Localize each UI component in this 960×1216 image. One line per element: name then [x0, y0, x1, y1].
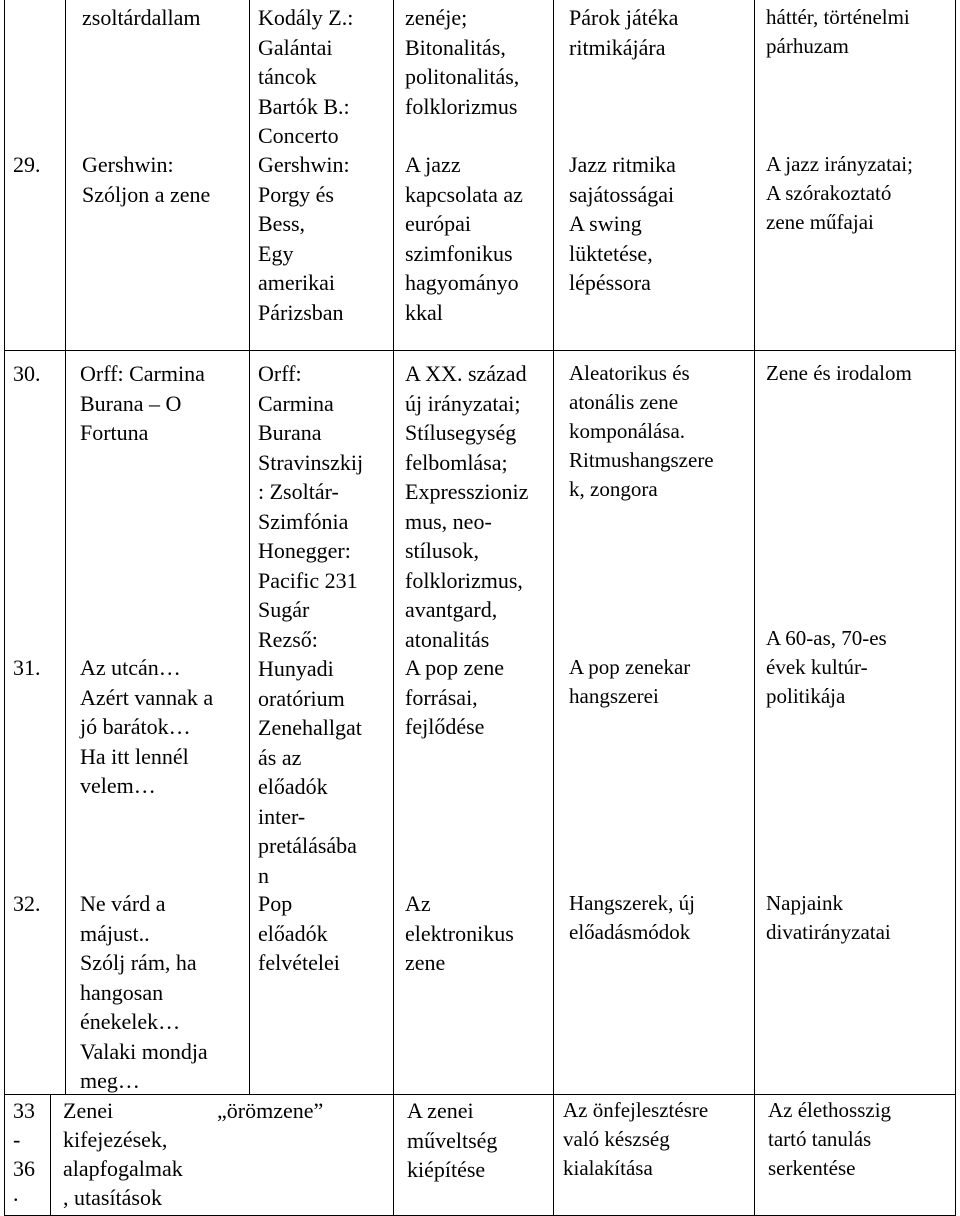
cell-line: alapfogalmak — [63, 1156, 183, 1181]
cell-line: műveltség — [407, 1127, 498, 1153]
cell-line: Az — [405, 891, 431, 916]
works-cell — [217, 1096, 323, 1126]
cell-line: Concerto — [258, 123, 339, 148]
cell-line: Bess, — [258, 211, 306, 236]
cell-line: kialakítása — [563, 1156, 653, 1180]
column-divider — [65, 0, 66, 1094]
context-cell — [766, 624, 887, 711]
cell-line: előadók — [258, 774, 328, 799]
cell-line: atonális zene — [569, 390, 679, 414]
skills-cell — [569, 359, 714, 504]
table-border-left — [4, 0, 5, 1216]
cell-line: hangosan — [80, 979, 164, 1005]
cell-line: kkal — [405, 299, 443, 325]
works-cell — [258, 3, 353, 151]
cell-line: Burana – O — [80, 390, 182, 416]
skills-cell — [569, 3, 678, 62]
cell-line: Jazz ritmika — [569, 152, 676, 177]
works-cell — [258, 359, 363, 890]
lesson-title-cell — [82, 3, 201, 33]
cell-line: jó barátok… — [80, 714, 191, 739]
cell-line: folklorizmus, — [405, 567, 523, 593]
skills-cell — [569, 889, 695, 947]
cell-line: Az utcán… — [80, 655, 181, 680]
cell-line: Szóljon a zene — [82, 181, 211, 207]
cell-line: A swing — [569, 211, 642, 236]
cell-line: Zenei — [63, 1098, 114, 1123]
cell-line: A pop zene — [405, 655, 504, 680]
row-divider — [4, 350, 956, 351]
cell-line: A XX. század — [405, 361, 527, 386]
cell-line: való készség — [563, 1127, 670, 1151]
cell-line: zene — [405, 950, 446, 975]
cell-line: atonalitás — [405, 626, 490, 652]
cell-line: Kodály Z.: — [258, 5, 354, 30]
cell-line: új irányzatai; — [405, 390, 521, 416]
cell-line: Egy — [258, 240, 294, 266]
cell-line: énekelek… — [80, 1009, 181, 1034]
theory-cell — [405, 359, 528, 654]
cell-line: lépéssora — [569, 270, 651, 295]
cell-line: Stravinszkij — [258, 449, 364, 475]
cell-line: Párok játéka — [569, 5, 679, 30]
cell-line: k, zongora — [569, 477, 658, 501]
cell-line: Pop — [258, 891, 293, 916]
cell-line: oratórium — [258, 685, 345, 711]
cell-line: kapcsolata az — [405, 181, 523, 207]
context-cell — [766, 150, 913, 237]
cell-line: Burana — [258, 420, 322, 445]
cell-line: mus, neo- — [405, 508, 492, 534]
cell-line: meg… — [80, 1068, 140, 1093]
cell-line: n — [258, 862, 269, 888]
cell-line: Carmina — [258, 390, 334, 416]
cell-line: tartó tanulás — [768, 1127, 872, 1151]
cell-line: A szórakoztató — [766, 181, 892, 205]
cell-line: hangszerei — [569, 684, 659, 708]
cell-line: Szólj rám, ha — [80, 950, 197, 975]
lesson-title-cell — [82, 150, 210, 209]
column-divider — [553, 0, 554, 1216]
cell-line: ritmikájára — [569, 34, 666, 60]
cell-line: A jazz irányzatai; — [766, 152, 913, 176]
cell-line: komponálása. — [569, 419, 686, 443]
works-cell — [258, 889, 340, 978]
cell-line: zene műfajai — [766, 210, 874, 234]
cell-line: táncok — [258, 64, 317, 89]
lesson-title-cell — [63, 1096, 183, 1212]
cell-line: zsoltárdallam — [82, 5, 201, 30]
cell-line: Porgy és — [258, 181, 334, 207]
cell-line: európai — [405, 211, 471, 236]
cell-line: Gershwin: — [258, 152, 350, 177]
cell-line: Aleatorikus és — [569, 361, 690, 385]
theory-cell — [407, 1096, 497, 1185]
cell-line: előadásmódok — [569, 920, 691, 944]
column-divider — [393, 0, 394, 1216]
cell-line: Zene és irodalom — [766, 361, 912, 385]
cell-line: Hunyadi — [258, 656, 334, 681]
context-cell — [766, 3, 910, 61]
cell-line: pretálásába — [258, 833, 357, 858]
row-number: 29. — [13, 152, 41, 177]
cell-line: Ritmushangszere — [569, 448, 714, 472]
cell-line: Zenehallgat — [258, 715, 362, 740]
cell-line: A zenei — [407, 1098, 474, 1123]
cell-line: 36 — [13, 1156, 35, 1181]
cell-line: Napjaink — [766, 891, 843, 915]
cell-line: előadók — [258, 920, 328, 946]
cell-line: forrásai, — [405, 684, 478, 710]
theory-cell — [405, 653, 504, 742]
cell-line: A jazz — [405, 152, 461, 177]
cell-line: háttér, történelmi — [766, 5, 910, 29]
cell-line: Orff: — [258, 361, 302, 386]
cell-line: folklorizmus — [405, 93, 518, 119]
cell-line: Valaki mondja — [80, 1038, 208, 1064]
cell-line: stílusok, — [405, 538, 479, 563]
cell-line: Orff: Carmina — [80, 361, 205, 386]
theory-cell — [405, 150, 523, 327]
cell-line: Honegger: — [258, 538, 351, 563]
cell-line: inter- — [258, 803, 306, 829]
cell-line: Bartók B.: — [258, 93, 350, 119]
skills-cell — [563, 1096, 708, 1183]
cell-line: lüktetése, — [569, 240, 653, 266]
cell-line: Sugár — [258, 597, 310, 622]
cell-line: Azért vannak a — [80, 684, 214, 710]
cell-line: szimfonikus — [405, 240, 513, 266]
cell-line: Galántai — [258, 34, 333, 60]
cell-line: - — [13, 1127, 21, 1152]
cell-line: májust.. — [80, 920, 150, 946]
cell-line: Rezső: — [258, 626, 318, 652]
column-divider — [50, 1094, 51, 1216]
cell-line: hagyományo — [405, 270, 519, 295]
theory-cell — [405, 889, 514, 978]
cell-line: 33 — [13, 1098, 35, 1123]
column-divider — [754, 0, 755, 1216]
context-cell — [766, 359, 912, 388]
lesson-title-cell — [80, 653, 213, 801]
context-cell — [768, 1096, 891, 1183]
column-divider — [249, 0, 250, 1094]
table-border-right — [955, 0, 956, 1216]
skills-cell — [569, 150, 676, 298]
cell-line: divatirányzatai — [766, 920, 891, 944]
skills-cell — [569, 653, 690, 711]
context-cell — [766, 889, 891, 947]
row-number: 30. — [13, 361, 41, 386]
cell-line: politikája — [766, 684, 846, 708]
cell-line: Szimfónia — [258, 508, 349, 534]
cell-line: Gershwin: — [82, 152, 174, 177]
cell-line: kifejezések, — [63, 1127, 168, 1152]
cell-line: Bitonalitás, — [405, 34, 506, 60]
cell-line: Ne várd a — [80, 891, 166, 916]
theory-cell — [405, 3, 519, 121]
cell-line: „örömzene” — [217, 1098, 324, 1123]
cell-line: Expresszioniz — [405, 479, 529, 504]
cell-line: A 60-as, 70-es — [766, 626, 887, 650]
cell-line: : Zsoltár- — [258, 479, 339, 504]
cell-line: Pacific 231 — [258, 567, 358, 593]
cell-line: A pop zenekar — [569, 655, 691, 679]
cell-line: kiépítése — [407, 1157, 486, 1182]
cell-line: avantgard, — [405, 597, 498, 622]
cell-line: serkentése — [768, 1156, 856, 1180]
cell-line: felbomlása; — [405, 449, 508, 475]
cell-line: ás az — [258, 744, 302, 770]
cell-line: , utasítások — [63, 1185, 162, 1210]
cell-line: Ha itt lennél — [80, 743, 189, 769]
cell-line: . — [13, 1181, 19, 1206]
row-number: 32. — [13, 891, 41, 916]
row-number: 31. — [13, 655, 41, 680]
cell-line: zenéje; — [405, 5, 468, 30]
cell-line: amerikai — [258, 270, 335, 295]
cell-line: politonalitás, — [405, 64, 520, 89]
row-number — [13, 1096, 35, 1205]
cell-line: Párizsban — [258, 299, 344, 325]
cell-line: Fortuna — [80, 420, 149, 445]
cell-line: Az önfejlesztésre — [563, 1098, 709, 1122]
cell-line: velem… — [80, 773, 156, 798]
cell-line: Az élethosszig — [768, 1098, 892, 1122]
cell-line: elektronikus — [405, 920, 514, 946]
cell-line: sajátosságai — [569, 181, 675, 207]
works-cell — [258, 150, 350, 327]
cell-line: felvételei — [258, 950, 340, 975]
lesson-title-cell — [80, 889, 208, 1096]
cell-line: évek kultúr- — [766, 655, 868, 679]
cell-line: Stílusegység — [405, 420, 517, 445]
cell-line: Hangszerek, új — [569, 891, 695, 915]
cell-line: fejlődése — [405, 714, 485, 739]
lesson-title-cell — [80, 359, 205, 448]
cell-line: párhuzam — [766, 34, 849, 58]
